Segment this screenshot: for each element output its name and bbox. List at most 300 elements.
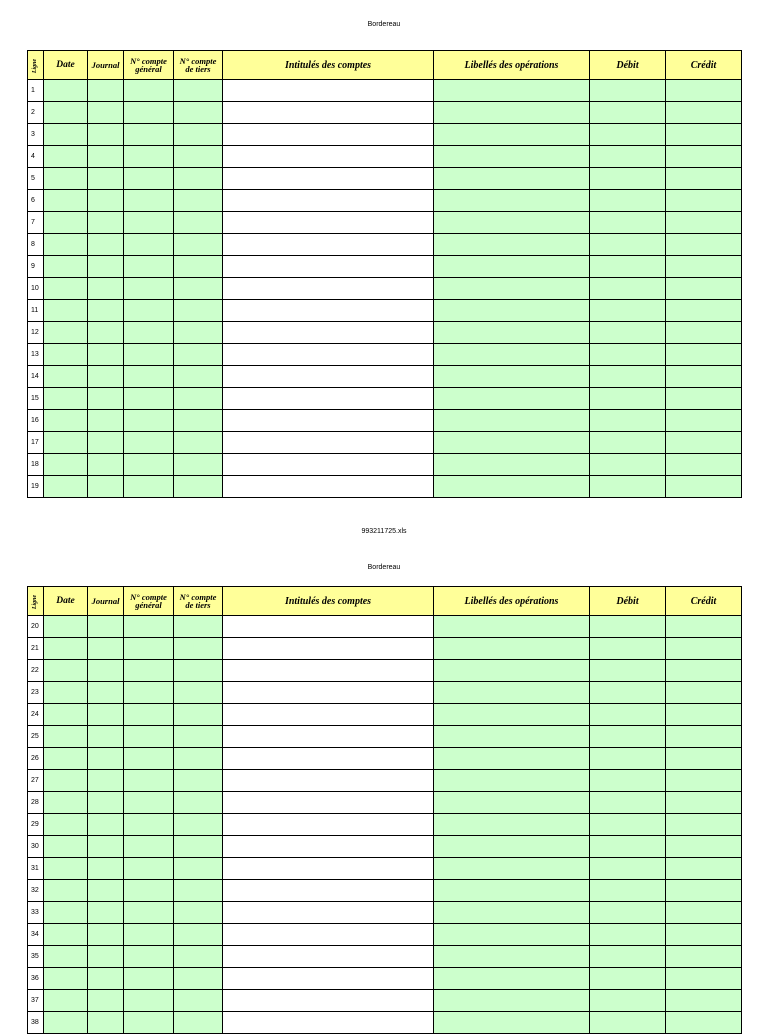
compte-general-cell[interactable] (124, 322, 174, 344)
compte-general-cell[interactable] (124, 344, 174, 366)
libelle-cell[interactable] (434, 168, 590, 190)
compte-tiers-cell[interactable] (174, 968, 223, 990)
credit-cell[interactable] (666, 770, 742, 792)
debit-cell[interactable] (590, 278, 666, 300)
debit-cell[interactable] (590, 638, 666, 660)
libelle-cell[interactable] (434, 1012, 590, 1034)
compte-general-cell[interactable] (124, 660, 174, 682)
journal-cell[interactable] (88, 278, 124, 300)
credit-cell[interactable] (666, 344, 742, 366)
date-cell[interactable] (44, 256, 88, 278)
compte-general-cell[interactable] (124, 770, 174, 792)
libelle-cell[interactable] (434, 682, 590, 704)
compte-general-cell[interactable] (124, 234, 174, 256)
libelle-cell[interactable] (434, 968, 590, 990)
date-cell[interactable] (44, 660, 88, 682)
compte-general-cell[interactable] (124, 388, 174, 410)
compte-general-cell[interactable] (124, 902, 174, 924)
compte-tiers-cell[interactable] (174, 278, 223, 300)
journal-cell[interactable] (88, 344, 124, 366)
intitule-cell[interactable] (223, 476, 434, 498)
compte-tiers-cell[interactable] (174, 256, 223, 278)
intitule-cell[interactable] (223, 454, 434, 476)
intitule-cell[interactable] (223, 432, 434, 454)
credit-cell[interactable] (666, 102, 742, 124)
debit-cell[interactable] (590, 814, 666, 836)
compte-tiers-cell[interactable] (174, 234, 223, 256)
intitule-cell[interactable] (223, 660, 434, 682)
date-cell[interactable] (44, 968, 88, 990)
compte-tiers-cell[interactable] (174, 1012, 223, 1034)
journal-cell[interactable] (88, 212, 124, 234)
intitule-cell[interactable] (223, 234, 434, 256)
date-cell[interactable] (44, 858, 88, 880)
credit-cell[interactable] (666, 990, 742, 1012)
debit-cell[interactable] (590, 300, 666, 322)
libelle-cell[interactable] (434, 190, 590, 212)
libelle-cell[interactable] (434, 476, 590, 498)
journal-cell[interactable] (88, 432, 124, 454)
journal-cell[interactable] (88, 682, 124, 704)
compte-general-cell[interactable] (124, 880, 174, 902)
date-cell[interactable] (44, 704, 88, 726)
libelle-cell[interactable] (434, 638, 590, 660)
debit-cell[interactable] (590, 990, 666, 1012)
compte-general-cell[interactable] (124, 792, 174, 814)
libelle-cell[interactable] (434, 102, 590, 124)
libelle-cell[interactable] (434, 902, 590, 924)
credit-cell[interactable] (666, 190, 742, 212)
date-cell[interactable] (44, 344, 88, 366)
date-cell[interactable] (44, 476, 88, 498)
debit-cell[interactable] (590, 80, 666, 102)
compte-tiers-cell[interactable] (174, 858, 223, 880)
debit-cell[interactable] (590, 660, 666, 682)
intitule-cell[interactable] (223, 704, 434, 726)
debit-cell[interactable] (590, 410, 666, 432)
compte-general-cell[interactable] (124, 410, 174, 432)
intitule-cell[interactable] (223, 410, 434, 432)
credit-cell[interactable] (666, 256, 742, 278)
libelle-cell[interactable] (434, 388, 590, 410)
libelle-cell[interactable] (434, 366, 590, 388)
date-cell[interactable] (44, 80, 88, 102)
journal-cell[interactable] (88, 704, 124, 726)
compte-general-cell[interactable] (124, 168, 174, 190)
compte-general-cell[interactable] (124, 1012, 174, 1034)
compte-general-cell[interactable] (124, 454, 174, 476)
libelle-cell[interactable] (434, 410, 590, 432)
compte-tiers-cell[interactable] (174, 212, 223, 234)
credit-cell[interactable] (666, 432, 742, 454)
debit-cell[interactable] (590, 322, 666, 344)
date-cell[interactable] (44, 638, 88, 660)
journal-cell[interactable] (88, 124, 124, 146)
journal-cell[interactable] (88, 168, 124, 190)
intitule-cell[interactable] (223, 682, 434, 704)
compte-general-cell[interactable] (124, 924, 174, 946)
journal-cell[interactable] (88, 902, 124, 924)
credit-cell[interactable] (666, 146, 742, 168)
libelle-cell[interactable] (434, 616, 590, 638)
date-cell[interactable] (44, 454, 88, 476)
journal-cell[interactable] (88, 454, 124, 476)
compte-tiers-cell[interactable] (174, 638, 223, 660)
journal-cell[interactable] (88, 858, 124, 880)
credit-cell[interactable] (666, 410, 742, 432)
debit-cell[interactable] (590, 190, 666, 212)
journal-cell[interactable] (88, 726, 124, 748)
intitule-cell[interactable] (223, 212, 434, 234)
intitule-cell[interactable] (223, 300, 434, 322)
intitule-cell[interactable] (223, 344, 434, 366)
libelle-cell[interactable] (434, 146, 590, 168)
compte-general-cell[interactable] (124, 836, 174, 858)
compte-general-cell[interactable] (124, 858, 174, 880)
credit-cell[interactable] (666, 726, 742, 748)
libelle-cell[interactable] (434, 792, 590, 814)
compte-tiers-cell[interactable] (174, 432, 223, 454)
credit-cell[interactable] (666, 168, 742, 190)
journal-cell[interactable] (88, 476, 124, 498)
credit-cell[interactable] (666, 638, 742, 660)
debit-cell[interactable] (590, 726, 666, 748)
compte-tiers-cell[interactable] (174, 660, 223, 682)
compte-tiers-cell[interactable] (174, 726, 223, 748)
compte-tiers-cell[interactable] (174, 476, 223, 498)
debit-cell[interactable] (590, 616, 666, 638)
compte-general-cell[interactable] (124, 278, 174, 300)
credit-cell[interactable] (666, 476, 742, 498)
intitule-cell[interactable] (223, 946, 434, 968)
libelle-cell[interactable] (434, 924, 590, 946)
compte-tiers-cell[interactable] (174, 410, 223, 432)
libelle-cell[interactable] (434, 990, 590, 1012)
journal-cell[interactable] (88, 388, 124, 410)
debit-cell[interactable] (590, 124, 666, 146)
journal-cell[interactable] (88, 80, 124, 102)
compte-tiers-cell[interactable] (174, 836, 223, 858)
debit-cell[interactable] (590, 704, 666, 726)
credit-cell[interactable] (666, 968, 742, 990)
credit-cell[interactable] (666, 682, 742, 704)
intitule-cell[interactable] (223, 880, 434, 902)
credit-cell[interactable] (666, 366, 742, 388)
libelle-cell[interactable] (434, 80, 590, 102)
intitule-cell[interactable] (223, 80, 434, 102)
journal-cell[interactable] (88, 924, 124, 946)
debit-cell[interactable] (590, 476, 666, 498)
compte-general-cell[interactable] (124, 814, 174, 836)
libelle-cell[interactable] (434, 278, 590, 300)
libelle-cell[interactable] (434, 300, 590, 322)
compte-general-cell[interactable] (124, 190, 174, 212)
debit-cell[interactable] (590, 880, 666, 902)
debit-cell[interactable] (590, 792, 666, 814)
libelle-cell[interactable] (434, 454, 590, 476)
debit-cell[interactable] (590, 168, 666, 190)
libelle-cell[interactable] (434, 836, 590, 858)
journal-cell[interactable] (88, 300, 124, 322)
date-cell[interactable] (44, 190, 88, 212)
credit-cell[interactable] (666, 748, 742, 770)
intitule-cell[interactable] (223, 858, 434, 880)
intitule-cell[interactable] (223, 968, 434, 990)
compte-general-cell[interactable] (124, 212, 174, 234)
date-cell[interactable] (44, 322, 88, 344)
credit-cell[interactable] (666, 858, 742, 880)
compte-tiers-cell[interactable] (174, 388, 223, 410)
intitule-cell[interactable] (223, 770, 434, 792)
date-cell[interactable] (44, 146, 88, 168)
compte-tiers-cell[interactable] (174, 168, 223, 190)
date-cell[interactable] (44, 990, 88, 1012)
date-cell[interactable] (44, 300, 88, 322)
credit-cell[interactable] (666, 902, 742, 924)
compte-general-cell[interactable] (124, 366, 174, 388)
compte-tiers-cell[interactable] (174, 682, 223, 704)
intitule-cell[interactable] (223, 366, 434, 388)
journal-cell[interactable] (88, 190, 124, 212)
libelle-cell[interactable] (434, 212, 590, 234)
intitule-cell[interactable] (223, 388, 434, 410)
compte-tiers-cell[interactable] (174, 124, 223, 146)
credit-cell[interactable] (666, 814, 742, 836)
debit-cell[interactable] (590, 146, 666, 168)
debit-cell[interactable] (590, 968, 666, 990)
compte-tiers-cell[interactable] (174, 102, 223, 124)
journal-cell[interactable] (88, 770, 124, 792)
compte-tiers-cell[interactable] (174, 454, 223, 476)
debit-cell[interactable] (590, 432, 666, 454)
credit-cell[interactable] (666, 792, 742, 814)
debit-cell[interactable] (590, 924, 666, 946)
libelle-cell[interactable] (434, 814, 590, 836)
intitule-cell[interactable] (223, 836, 434, 858)
libelle-cell[interactable] (434, 660, 590, 682)
journal-cell[interactable] (88, 256, 124, 278)
compte-tiers-cell[interactable] (174, 814, 223, 836)
compte-tiers-cell[interactable] (174, 748, 223, 770)
debit-cell[interactable] (590, 902, 666, 924)
credit-cell[interactable] (666, 322, 742, 344)
compte-tiers-cell[interactable] (174, 902, 223, 924)
date-cell[interactable] (44, 102, 88, 124)
intitule-cell[interactable] (223, 638, 434, 660)
compte-general-cell[interactable] (124, 946, 174, 968)
date-cell[interactable] (44, 902, 88, 924)
compte-general-cell[interactable] (124, 638, 174, 660)
journal-cell[interactable] (88, 792, 124, 814)
compte-tiers-cell[interactable] (174, 146, 223, 168)
intitule-cell[interactable] (223, 322, 434, 344)
journal-cell[interactable] (88, 814, 124, 836)
date-cell[interactable] (44, 682, 88, 704)
debit-cell[interactable] (590, 946, 666, 968)
credit-cell[interactable] (666, 924, 742, 946)
libelle-cell[interactable] (434, 858, 590, 880)
libelle-cell[interactable] (434, 322, 590, 344)
intitule-cell[interactable] (223, 102, 434, 124)
compte-tiers-cell[interactable] (174, 366, 223, 388)
debit-cell[interactable] (590, 1012, 666, 1034)
date-cell[interactable] (44, 124, 88, 146)
journal-cell[interactable] (88, 880, 124, 902)
debit-cell[interactable] (590, 256, 666, 278)
compte-tiers-cell[interactable] (174, 924, 223, 946)
libelle-cell[interactable] (434, 748, 590, 770)
journal-cell[interactable] (88, 366, 124, 388)
journal-cell[interactable] (88, 968, 124, 990)
journal-cell[interactable] (88, 748, 124, 770)
debit-cell[interactable] (590, 388, 666, 410)
debit-cell[interactable] (590, 102, 666, 124)
compte-tiers-cell[interactable] (174, 80, 223, 102)
date-cell[interactable] (44, 1012, 88, 1034)
date-cell[interactable] (44, 880, 88, 902)
journal-cell[interactable] (88, 616, 124, 638)
date-cell[interactable] (44, 388, 88, 410)
intitule-cell[interactable] (223, 748, 434, 770)
intitule-cell[interactable] (223, 1012, 434, 1034)
credit-cell[interactable] (666, 946, 742, 968)
compte-tiers-cell[interactable] (174, 616, 223, 638)
compte-tiers-cell[interactable] (174, 322, 223, 344)
libelle-cell[interactable] (434, 432, 590, 454)
debit-cell[interactable] (590, 748, 666, 770)
libelle-cell[interactable] (434, 946, 590, 968)
compte-general-cell[interactable] (124, 102, 174, 124)
libelle-cell[interactable] (434, 704, 590, 726)
intitule-cell[interactable] (223, 814, 434, 836)
credit-cell[interactable] (666, 124, 742, 146)
intitule-cell[interactable] (223, 124, 434, 146)
credit-cell[interactable] (666, 880, 742, 902)
journal-cell[interactable] (88, 410, 124, 432)
journal-cell[interactable] (88, 660, 124, 682)
journal-cell[interactable] (88, 638, 124, 660)
compte-tiers-cell[interactable] (174, 990, 223, 1012)
compte-general-cell[interactable] (124, 476, 174, 498)
credit-cell[interactable] (666, 660, 742, 682)
date-cell[interactable] (44, 212, 88, 234)
credit-cell[interactable] (666, 300, 742, 322)
debit-cell[interactable] (590, 858, 666, 880)
credit-cell[interactable] (666, 234, 742, 256)
intitule-cell[interactable] (223, 278, 434, 300)
libelle-cell[interactable] (434, 726, 590, 748)
debit-cell[interactable] (590, 836, 666, 858)
libelle-cell[interactable] (434, 124, 590, 146)
compte-general-cell[interactable] (124, 256, 174, 278)
date-cell[interactable] (44, 770, 88, 792)
compte-general-cell[interactable] (124, 146, 174, 168)
credit-cell[interactable] (666, 836, 742, 858)
date-cell[interactable] (44, 366, 88, 388)
date-cell[interactable] (44, 748, 88, 770)
date-cell[interactable] (44, 946, 88, 968)
date-cell[interactable] (44, 278, 88, 300)
journal-cell[interactable] (88, 102, 124, 124)
compte-tiers-cell[interactable] (174, 344, 223, 366)
credit-cell[interactable] (666, 80, 742, 102)
journal-cell[interactable] (88, 946, 124, 968)
debit-cell[interactable] (590, 770, 666, 792)
compte-general-cell[interactable] (124, 704, 174, 726)
journal-cell[interactable] (88, 990, 124, 1012)
debit-cell[interactable] (590, 234, 666, 256)
libelle-cell[interactable] (434, 770, 590, 792)
intitule-cell[interactable] (223, 190, 434, 212)
compte-general-cell[interactable] (124, 748, 174, 770)
compte-tiers-cell[interactable] (174, 946, 223, 968)
libelle-cell[interactable] (434, 344, 590, 366)
compte-general-cell[interactable] (124, 124, 174, 146)
compte-tiers-cell[interactable] (174, 704, 223, 726)
date-cell[interactable] (44, 726, 88, 748)
date-cell[interactable] (44, 432, 88, 454)
journal-cell[interactable] (88, 836, 124, 858)
journal-cell[interactable] (88, 146, 124, 168)
date-cell[interactable] (44, 616, 88, 638)
debit-cell[interactable] (590, 212, 666, 234)
libelle-cell[interactable] (434, 256, 590, 278)
credit-cell[interactable] (666, 278, 742, 300)
credit-cell[interactable] (666, 212, 742, 234)
intitule-cell[interactable] (223, 256, 434, 278)
date-cell[interactable] (44, 814, 88, 836)
compte-general-cell[interactable] (124, 682, 174, 704)
journal-cell[interactable] (88, 322, 124, 344)
intitule-cell[interactable] (223, 792, 434, 814)
debit-cell[interactable] (590, 454, 666, 476)
compte-general-cell[interactable] (124, 990, 174, 1012)
journal-cell[interactable] (88, 1012, 124, 1034)
debit-cell[interactable] (590, 366, 666, 388)
intitule-cell[interactable] (223, 616, 434, 638)
compte-general-cell[interactable] (124, 616, 174, 638)
journal-cell[interactable] (88, 234, 124, 256)
credit-cell[interactable] (666, 1012, 742, 1034)
compte-general-cell[interactable] (124, 80, 174, 102)
date-cell[interactable] (44, 836, 88, 858)
compte-tiers-cell[interactable] (174, 880, 223, 902)
compte-general-cell[interactable] (124, 300, 174, 322)
date-cell[interactable] (44, 410, 88, 432)
libelle-cell[interactable] (434, 234, 590, 256)
intitule-cell[interactable] (223, 924, 434, 946)
intitule-cell[interactable] (223, 168, 434, 190)
date-cell[interactable] (44, 792, 88, 814)
compte-general-cell[interactable] (124, 726, 174, 748)
date-cell[interactable] (44, 234, 88, 256)
compte-tiers-cell[interactable] (174, 770, 223, 792)
intitule-cell[interactable] (223, 146, 434, 168)
compte-tiers-cell[interactable] (174, 792, 223, 814)
compte-tiers-cell[interactable] (174, 300, 223, 322)
credit-cell[interactable] (666, 454, 742, 476)
compte-tiers-cell[interactable] (174, 190, 223, 212)
compte-general-cell[interactable] (124, 432, 174, 454)
compte-general-cell[interactable] (124, 968, 174, 990)
credit-cell[interactable] (666, 388, 742, 410)
credit-cell[interactable] (666, 616, 742, 638)
intitule-cell[interactable] (223, 726, 434, 748)
intitule-cell[interactable] (223, 990, 434, 1012)
date-cell[interactable] (44, 168, 88, 190)
date-cell[interactable] (44, 924, 88, 946)
intitule-cell[interactable] (223, 902, 434, 924)
